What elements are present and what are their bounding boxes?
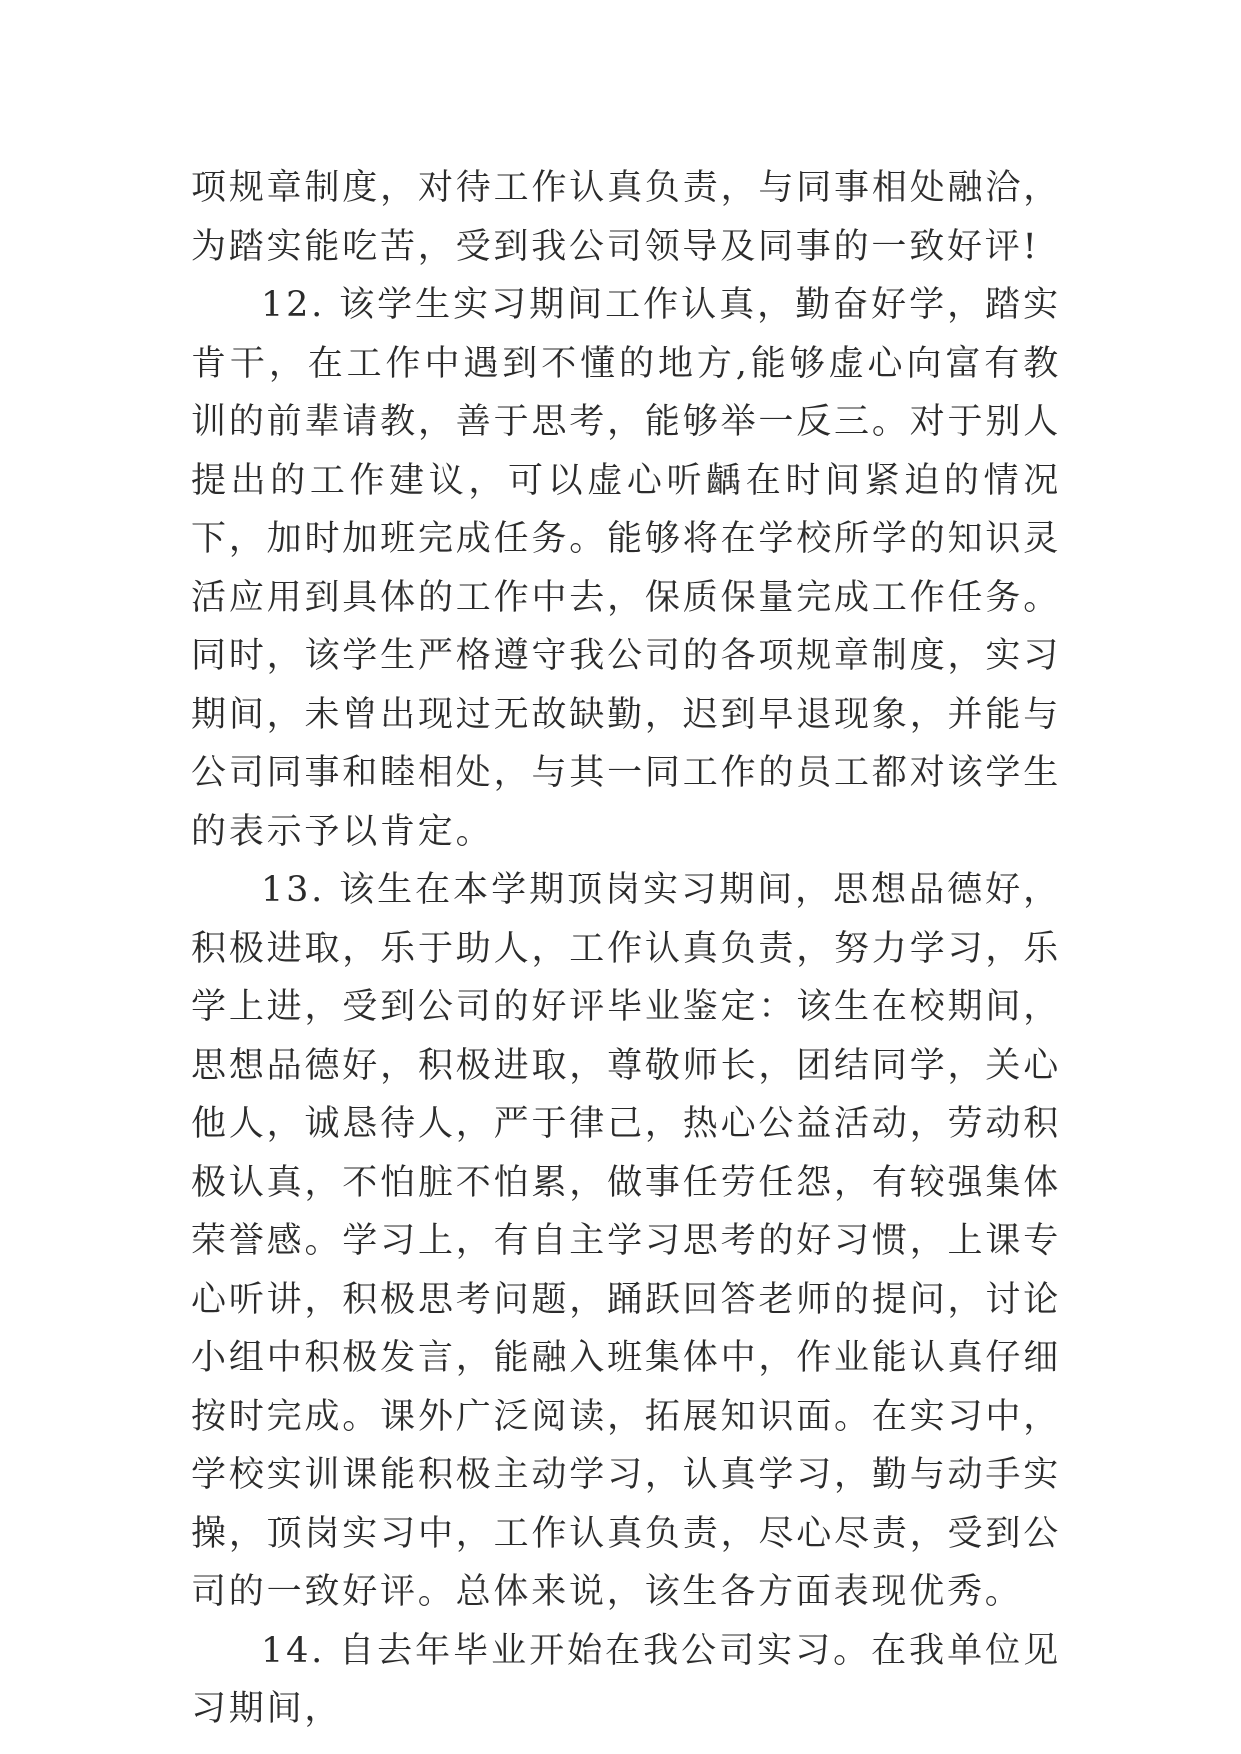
paragraph-continuation: 项规章制度，对待工作认真负责，与同事相处融洽，为踏实能吃苦，受到我公司领导及同事的一致好评! [191, 168, 1061, 267]
paragraph-item-13: 13. 该生在本学期顶岗实习期间，思想品德好，积极进取，乐于助人，工作认真负责，努力学习，乐学上进，受到公司的好评毕业鉴定：该生在校期间，思想品德好，积极进取，尊敬师长，团结同学，关心他人，诚恳待人，严于律己，热心公益活动，劳动积极认真，不怕脏不怕累，做事任劳任怨，有较强集体荣誉感。学习上，有自主学习思考的好习惯，上课专心听讲，积极思考问题，踊跃回答老师的提问，讨论小组中积极发言，能融入班集体中，作业能认真仔细按时完成。课外广泛阅读，拓展知识面。在实习中，学校实训课能积极主动学习，认真学习，勤与动手实操，顶岗实习中，工作认真负责，尽心尽责，受到公司的一致好评。总体来说，该生各方面表现优秀。 [191, 870, 1061, 1612]
document-body [191, 159, 1061, 1739]
paragraph-item-12: 12. 该学生实习期间工作认真，勤奋好学，踏实肯干，在工作中遇到不懂的地方,能够虚心向富有教训的前辈请教，善于思考，能够举一反三。对于别人提出的工作建议，可以虚心听齲在时间紧迫的情况下，加时加班完成任务。能够将在学校所学的知识灵活应用到具体的工作中去，保质保量完成工作任务。同时，该学生严格遵守我公司的各项规章制度，实习期间，未曾出现过无故缺勤，迟到早退现象，并能与公司同事和睦相处，与其一同工作的员工都对该学生的表示予以肯定。 [191, 285, 1061, 852]
paragraph-item-14: 14. 自去年毕业开始在我公司实习。在我单位见习期间， [191, 1630, 1061, 1729]
